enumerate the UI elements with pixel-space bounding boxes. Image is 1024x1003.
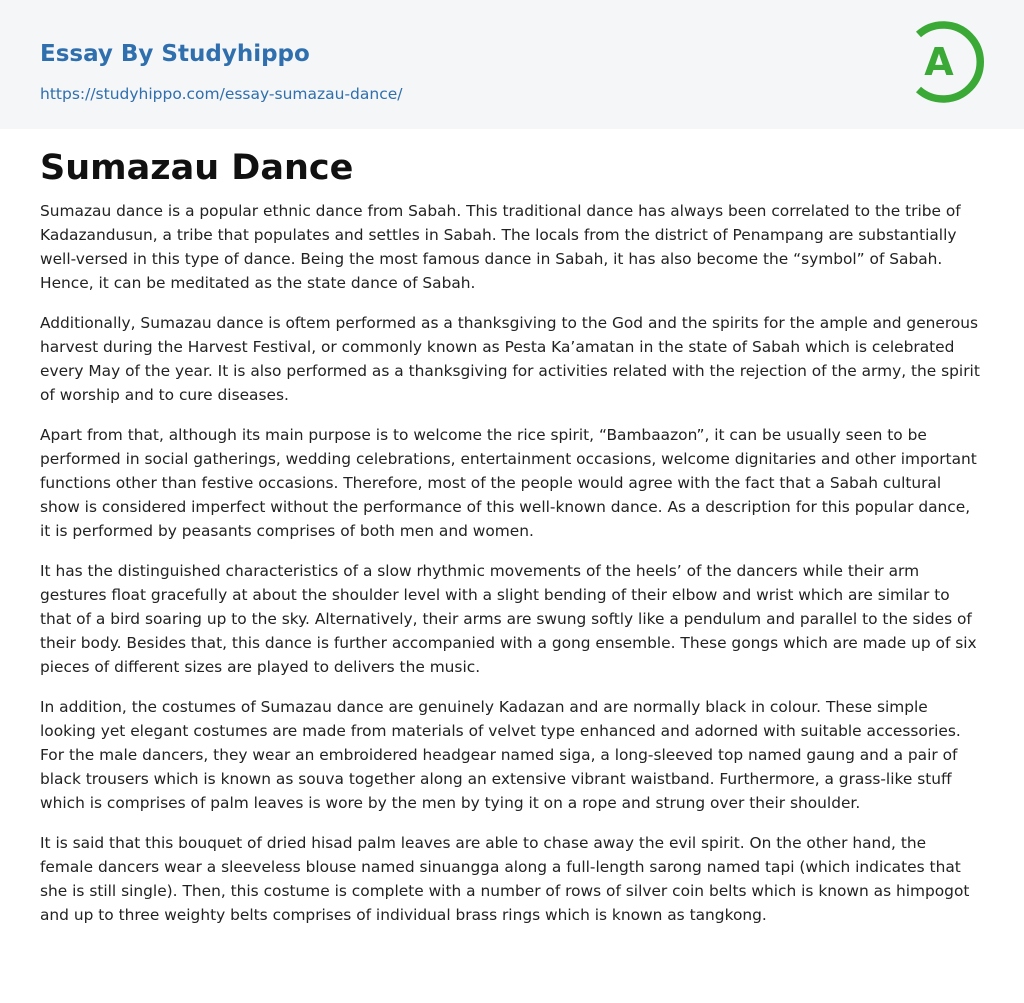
paragraph: In addition, the costumes of Sumazau dance are genuinely Kadazan and are normally black in colour. These simple looking yet elegant costumes are made from materials of velvet type enhanced and adorned with suitable accessories. For the male dancers, they wear an embroidered headgear named siga, a long-sleeved top named gaung and a pair of black trousers which is known as souva together along an extensive vibrant waistband. Furthermore, a grass-like stuff which is comprises of palm leaves is wore by the men by tying it on a rope and strung over their shoulder.	[40, 698, 961, 812]
page-title: Sumazau Dance	[40, 148, 354, 188]
paragraph: Additionally, Sumazau dance is oftem performed as a thanksgiving to the God and the spirits for the ample and generous harvest during the Harvest Festival, or commonly known as Pesta Ka’amatan in the state of Sabah which is celebrated every May of the year. It is also performed as a thanksgiving for activities related with the rejection of the army, the spirit of worship and to cure diseases.	[40, 314, 980, 404]
paragraph: Apart from that, although its main purpose is to welcome the rice spirit, “Bambaazon”, it can be usually seen to be performed in social gatherings, wedding celebrations, entertainment occasions, welcome dignitaries and other important functions other than festive occasions. Therefore, most of the people would agree with the fact that a Sabah cultural show is considered imperfect without the performance of this well-known dance. As a description for this popular dance, it is performed by peasants comprises of both men and women.	[40, 426, 977, 540]
logo-letter: A	[924, 40, 954, 84]
paragraph: It has the distinguished characteristics of a slow rhythmic movements of the heels’ of the dancers while their arm gestures float gracefully at about the shoulder level with a slight bending of their elbow and wrist which are similar to that of a bird soaring up to the sky. Alternatively, their arms are swung softly like a pendulum and parallel to the sides of their body. Besides that, this dance is further accompanied with a gong ensemble. These gongs which are made up of six pieces of different sizes are played to delivers the music.	[40, 562, 977, 676]
essay-url-link[interactable]: https://studyhippo.com/essay-sumazau-dance/	[40, 85, 403, 103]
site-header	[0, 0, 1024, 129]
paragraph: Sumazau dance is a popular ethnic dance from Sabah. This traditional dance has always been correlated to the tribe of Kadazandusun, a tribe that populates and settles in Sabah. The locals from the district of Penampang are substantially well-versed in this type of dance. Being the most famous dance in Sabah, it has also become the “symbol” of Sabah. Hence, it can be meditated as the state dance of Sabah.	[40, 202, 961, 292]
paragraph: It is said that this bouquet of dried hisad palm leaves are able to chase away the evil spirit. On the other hand, the female dancers wear a sleeveless blouse named sinuangga along a full-length sarong named tapi (which indicates that she is still single). Then, this costume is complete with a number of rows of silver coin belts which is known as himpogot and up to three weighty belts comprises of individual brass rings which is known as tangkong.	[40, 834, 970, 924]
studyhippo-logo-icon[interactable]	[905, 18, 987, 106]
site-brand[interactable]: Essay By Studyhippo	[40, 41, 310, 67]
article	[40, 145, 984, 943]
